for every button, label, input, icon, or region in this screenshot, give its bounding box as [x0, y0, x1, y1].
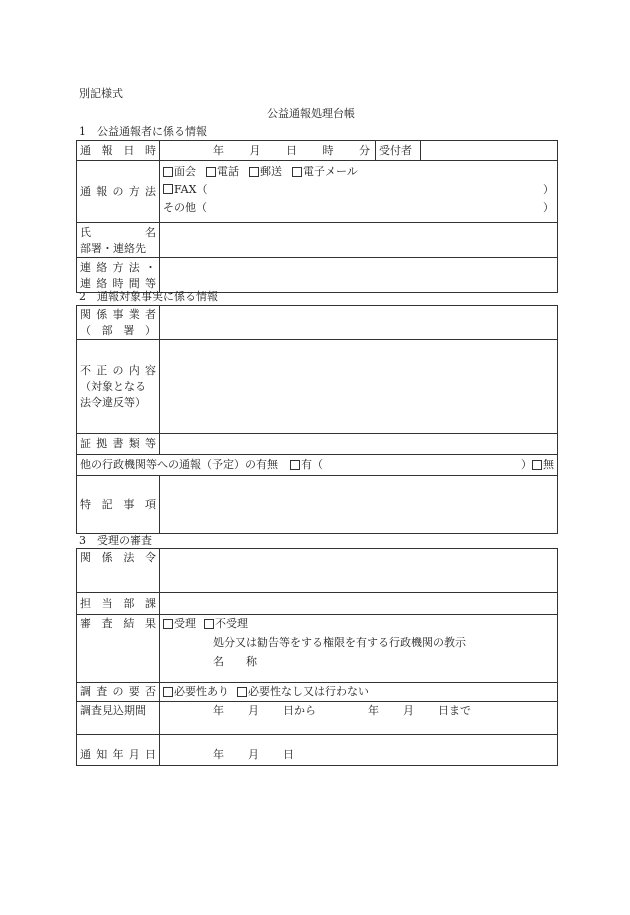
- receiver-label: 受付者: [376, 141, 421, 161]
- staff-label: 担 当 部 課: [77, 593, 160, 615]
- evidence-field[interactable]: [160, 434, 558, 455]
- form-label: 別記様式: [79, 87, 123, 100]
- section1-heading: 1 公益通報者に係る情報: [79, 125, 207, 138]
- notes-label: 特 記 事 項: [77, 476, 160, 534]
- checkbox[interactable]: [290, 460, 300, 470]
- date-label: 通 報 日 時: [77, 141, 160, 161]
- company-field[interactable]: [160, 306, 558, 340]
- staff-field[interactable]: [160, 593, 558, 615]
- name-label: 氏 名 部署・連絡先: [77, 223, 160, 258]
- content-field[interactable]: [160, 340, 558, 434]
- section3-heading: 3 受理の審査: [79, 534, 152, 547]
- notes-field[interactable]: [160, 476, 558, 534]
- name-field[interactable]: [160, 223, 558, 258]
- contact-label: 連 絡 方 法 ・ 連 絡 時 間 等: [77, 258, 160, 293]
- checkbox[interactable]: [163, 687, 173, 697]
- receiver-field[interactable]: [421, 141, 558, 161]
- checkbox[interactable]: [532, 460, 542, 470]
- notice-field[interactable]: 年 月 日: [160, 735, 558, 766]
- section2-heading: 2 通報対象事実に係る情報: [79, 290, 218, 303]
- other-agency-row: 他の行政機関等への通報（予定）の有無 有（ ） 無: [77, 455, 558, 476]
- checkbox[interactable]: [292, 167, 302, 177]
- evidence-label: 証 拠 書 類 等: [77, 434, 160, 455]
- method-field: 面会 電話 郵送 電子メール FAX（ ） その他（ ）: [160, 161, 558, 223]
- checkbox[interactable]: [163, 619, 173, 629]
- page-title: 公益通報処理台帳: [267, 107, 355, 120]
- section2-table: [76, 305, 558, 534]
- checkbox[interactable]: [249, 167, 259, 177]
- section3-table: [76, 548, 558, 766]
- contact-field[interactable]: [160, 258, 558, 293]
- section1-table: [76, 140, 558, 293]
- result-label: 審 査 結 果: [77, 615, 160, 683]
- period-label: 調査見込期間: [77, 702, 160, 735]
- checkbox[interactable]: [204, 619, 214, 629]
- law-field[interactable]: [160, 549, 558, 593]
- need-label: 調 査 の 要 否: [77, 683, 160, 702]
- checkbox[interactable]: [237, 687, 247, 697]
- period-field[interactable]: 年 月 日から 年 月 日まで: [160, 702, 558, 735]
- notice-label: 通 知 年 月 日: [77, 735, 160, 766]
- checkbox[interactable]: [206, 167, 216, 177]
- checkbox[interactable]: [163, 184, 173, 194]
- law-label: 関 係 法 令: [77, 549, 160, 593]
- company-label: 関 係 事 業 者 （ 部 署 ）: [77, 306, 160, 340]
- content-label: 不 正 の 内 容 （対象となる 法令違反等）: [77, 340, 160, 434]
- method-label: 通 報 の 方 法: [77, 161, 160, 223]
- need-field: 必要性あり 必要性なし又は行わない: [160, 683, 558, 702]
- date-field[interactable]: 年 月 日 時 分: [160, 141, 376, 161]
- checkbox[interactable]: [163, 167, 173, 177]
- result-field: 受理 不受理 処分又は勧告等をする権限を有する行政機関の教示 名 称: [160, 615, 558, 683]
